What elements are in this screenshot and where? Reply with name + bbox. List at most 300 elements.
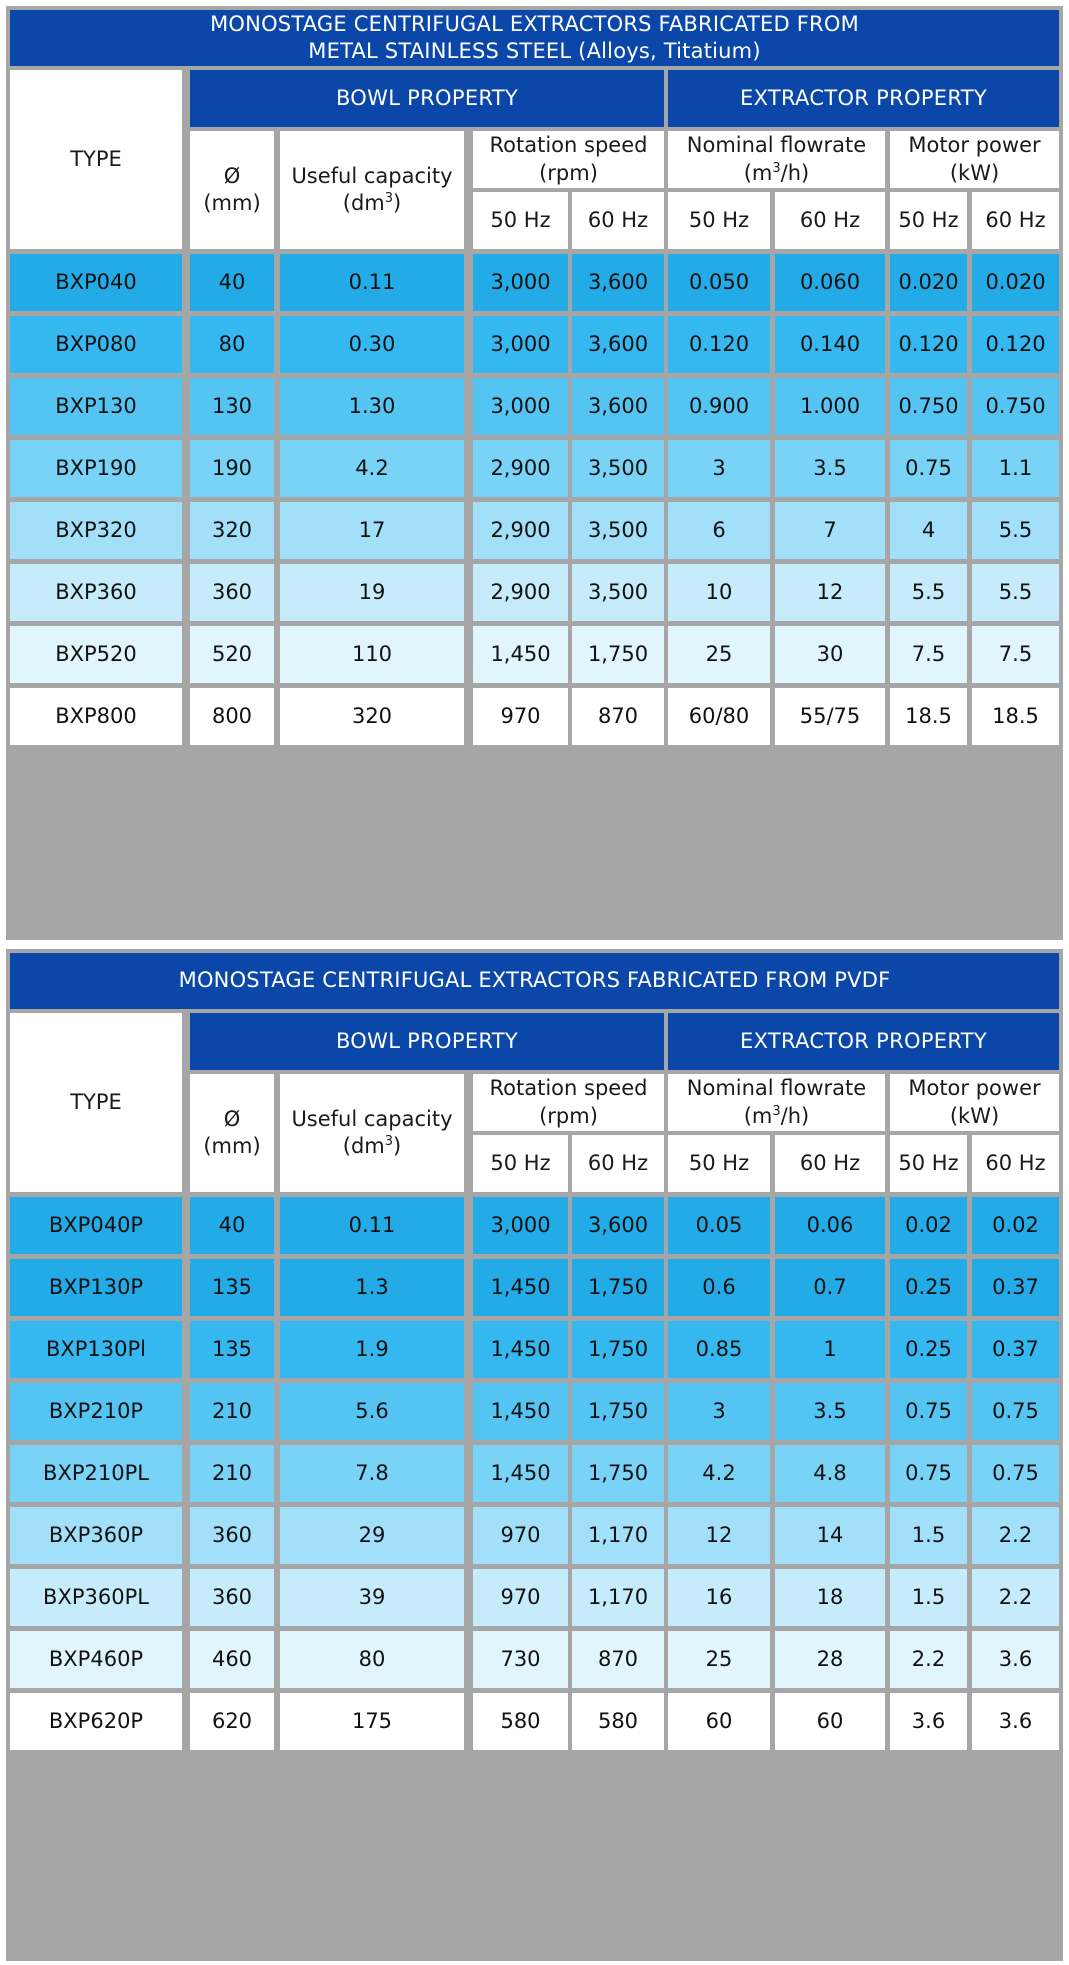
table-cell-useful-capacity — [280, 1507, 464, 1564]
cell-value: BXP620P — [48, 1708, 144, 1733]
table-cell-diameter — [190, 1693, 274, 1750]
table-title — [10, 10, 1059, 66]
extractor-property-label: EXTRACTOR PROPERTY — [740, 1028, 987, 1053]
useful-capacity-unit — [343, 190, 401, 217]
cell-value: BXP130P — [48, 1274, 144, 1299]
cell-value: 3,000 — [490, 331, 551, 356]
cell-value: 0.37 — [992, 1336, 1039, 1361]
table-cell-rotation-60hz — [572, 1507, 664, 1564]
cell-value: 3,600 — [587, 331, 649, 356]
table-cell-flowrate-50hz — [668, 502, 770, 559]
cell-value: 18.5 — [905, 703, 952, 728]
table-cell-motor-50hz — [890, 1693, 967, 1750]
cell-value: 2,900 — [490, 517, 551, 542]
table-cell-motor-50hz — [890, 440, 967, 497]
nominal-flowrate-header — [668, 131, 885, 188]
useful-capacity-unit-prefix: (dm — [342, 191, 385, 215]
cell-value: 1,450 — [490, 1460, 551, 1485]
table-cell-motor-60hz — [972, 1445, 1059, 1502]
cell-value: 7.8 — [355, 1460, 389, 1485]
cell-value: BXP040 — [55, 269, 137, 294]
table-cell-useful-capacity — [280, 316, 464, 373]
table-cell-rotation-50hz — [473, 626, 568, 683]
cell-value: 1,170 — [587, 1584, 649, 1609]
cell-value: 60 — [705, 1708, 733, 1733]
rotation-50hz-header — [473, 1135, 568, 1192]
table-cell-rotation-60hz — [572, 1383, 664, 1440]
table-cell-diameter — [190, 1445, 274, 1502]
table-cell-type — [10, 502, 182, 559]
cell-value: BXP080 — [55, 331, 137, 356]
cell-value: 1.5 — [911, 1522, 946, 1547]
cell-value: 0.050 — [688, 269, 750, 294]
cell-value: 870 — [597, 703, 639, 728]
table-cell-flowrate-50hz — [668, 564, 770, 621]
cell-value: 3,600 — [587, 269, 649, 294]
frequency-label: 60 Hz — [985, 1150, 1046, 1175]
table-cell-rotation-60hz — [572, 1631, 664, 1688]
cell-value: 12 — [705, 1522, 733, 1547]
table-cell-useful-capacity — [280, 440, 464, 497]
cell-value: 175 — [351, 1708, 393, 1733]
cell-value: 80 — [218, 331, 246, 356]
cell-value: 1,450 — [490, 641, 551, 666]
table-cell-diameter — [190, 688, 274, 745]
frequency-label: 60 Hz — [799, 207, 861, 232]
cell-value: 2,900 — [490, 579, 551, 604]
table-cell-diameter — [190, 440, 274, 497]
table-cell-rotation-60hz — [572, 1693, 664, 1750]
rotation-50hz-header — [473, 192, 568, 249]
table-cell-type — [10, 1383, 182, 1440]
cell-value: 2.2 — [998, 1584, 1033, 1609]
cell-value: 4 — [921, 517, 936, 542]
table-cell-useful-capacity — [280, 1383, 464, 1440]
table-cell-motor-50hz — [890, 1321, 967, 1378]
table-cell-rotation-50hz — [473, 1259, 568, 1316]
table-cell-motor-50hz — [890, 1569, 967, 1626]
table-cell-type — [10, 1259, 182, 1316]
cell-value: 1.1 — [998, 455, 1033, 480]
table-cell-motor-50hz — [890, 378, 967, 435]
cell-value: 0.750 — [985, 393, 1046, 418]
table-cell-flowrate-60hz — [775, 564, 885, 621]
table-cell-type — [10, 378, 182, 435]
cell-value: 360 — [211, 579, 253, 604]
table-cell-motor-50hz — [890, 1197, 967, 1254]
cell-value: 970 — [500, 1522, 541, 1547]
cell-value: 1,170 — [587, 1522, 649, 1547]
table-title — [10, 953, 1059, 1009]
cell-value: 6 — [712, 517, 726, 542]
table-cell-flowrate-50hz — [668, 1259, 770, 1316]
table-cell-flowrate-50hz — [668, 254, 770, 311]
rotation-speed-label: Rotation speed — [489, 1076, 648, 1101]
cell-value: 5.6 — [355, 1398, 389, 1423]
table-cell-motor-50hz — [890, 1259, 967, 1316]
cell-value: 55/75 — [799, 703, 861, 728]
cell-value: 3.6 — [998, 1646, 1033, 1671]
table-cell-diameter — [190, 502, 274, 559]
cell-value: 0.120 — [985, 331, 1046, 356]
cell-value: 0.02 — [905, 1212, 952, 1237]
table-cell-flowrate-60hz — [775, 688, 885, 745]
cell-value: 3.6 — [998, 1708, 1033, 1733]
table-cell-rotation-60hz — [572, 1569, 664, 1626]
cell-value: 0.75 — [992, 1460, 1039, 1485]
cell-value: 1.5 — [911, 1584, 946, 1609]
cell-value: 190 — [211, 455, 253, 480]
cell-value: 2.2 — [998, 1522, 1033, 1547]
table-cell-diameter — [190, 1507, 274, 1564]
table-cell-useful-capacity — [280, 1259, 464, 1316]
cell-value: 1,450 — [490, 1398, 551, 1423]
table-cell-motor-60hz — [972, 502, 1059, 559]
table-cell-flowrate-60hz — [775, 1507, 885, 1564]
cell-value: 0.75 — [905, 1460, 952, 1485]
cell-value: 620 — [211, 1708, 253, 1733]
useful-capacity-label: Useful capacity — [291, 163, 453, 188]
table-cell-flowrate-50hz — [668, 1507, 770, 1564]
cell-value: 3,600 — [587, 1212, 649, 1237]
table-cell-diameter — [190, 316, 274, 373]
table-cell-motor-50hz — [890, 626, 967, 683]
type-header-label: TYPE — [70, 146, 122, 171]
table-cell-flowrate-50hz — [668, 440, 770, 497]
cell-value: BXP360 — [55, 579, 137, 604]
table-title-line: MONOSTAGE CENTRIFUGAL EXTRACTORS FABRICATED FROM — [210, 11, 859, 36]
table-cell-motor-60hz — [972, 378, 1059, 435]
table-cell-useful-capacity — [280, 1445, 464, 1502]
extractor-property-label: EXTRACTOR PROPERTY — [740, 85, 987, 110]
table-cell-flowrate-50hz — [668, 1631, 770, 1688]
cell-value: 17 — [358, 517, 386, 542]
nominal-flowrate-unit — [744, 1103, 810, 1130]
cell-value: BXP460P — [48, 1646, 144, 1671]
cell-value: 1,750 — [587, 1274, 649, 1299]
useful-capacity-unit-prefix: (dm — [342, 1134, 385, 1158]
cell-value: 40 — [218, 1212, 246, 1237]
diameter-symbol: Ø — [223, 1106, 241, 1131]
table-cell-rotation-60hz — [572, 564, 664, 621]
table-cell-flowrate-50hz — [668, 1197, 770, 1254]
bowl-property-header — [190, 70, 664, 127]
cell-value: 3,500 — [587, 579, 649, 604]
table-title-line: METAL STAINLESS STEEL (Alloys, Titatium) — [308, 39, 761, 63]
cell-value: 2,900 — [490, 455, 551, 480]
table-cell-motor-60hz — [972, 1197, 1059, 1254]
cell-value: 40 — [218, 269, 246, 294]
frequency-label: 50 Hz — [898, 1150, 959, 1175]
table-cell-type — [10, 316, 182, 373]
table-cell-diameter — [190, 1631, 274, 1688]
cell-value: 0.30 — [348, 331, 396, 356]
table-cell-diameter — [190, 1569, 274, 1626]
motor-power-label: Motor power — [908, 133, 1041, 158]
cell-value: 1.3 — [355, 1274, 389, 1299]
diameter-symbol: Ø — [223, 163, 241, 188]
table-cell-flowrate-60hz — [775, 1197, 885, 1254]
rotation-60hz-header — [572, 192, 664, 249]
table-cell-flowrate-60hz — [775, 1569, 885, 1626]
table-cell-useful-capacity — [280, 1693, 464, 1750]
flowrate-60hz-header — [775, 192, 885, 249]
cell-value: 0.25 — [905, 1274, 952, 1299]
cell-value: 0.020 — [985, 269, 1046, 294]
table-cell-rotation-50hz — [473, 1631, 568, 1688]
cell-value: 7 — [823, 517, 837, 542]
cell-value: 210 — [211, 1398, 253, 1423]
table-cell-motor-60hz — [972, 1569, 1059, 1626]
table-cell-flowrate-60hz — [775, 1445, 885, 1502]
table-cell-flowrate-50hz — [668, 1693, 770, 1750]
table-cell-motor-50hz — [890, 502, 967, 559]
cell-value: 460 — [211, 1646, 253, 1671]
table-cell-useful-capacity — [280, 502, 464, 559]
frequency-label: 50 Hz — [688, 1150, 750, 1175]
cell-value: 0.900 — [688, 393, 750, 418]
table-cell-type — [10, 254, 182, 311]
cell-value: 3.5 — [813, 1398, 847, 1423]
cell-value: 0.25 — [905, 1336, 952, 1361]
pvdf-extractors-table — [6, 949, 1063, 1961]
cell-value: 0.37 — [992, 1274, 1039, 1299]
nominal-flowrate-unit — [744, 160, 810, 187]
cell-value: 0.6 — [702, 1274, 736, 1299]
cell-value: 135 — [211, 1274, 253, 1299]
cell-value: 730 — [500, 1646, 541, 1671]
flowrate-60hz-header — [775, 1135, 885, 1192]
cell-value: 210 — [211, 1460, 253, 1485]
cell-value: 0.75 — [905, 1398, 952, 1423]
table-cell-useful-capacity — [280, 254, 464, 311]
bowl-property-header — [190, 1013, 664, 1070]
cell-value: 60 — [816, 1708, 844, 1733]
frequency-label: 60 Hz — [587, 1150, 649, 1175]
table-cell-useful-capacity — [280, 1197, 464, 1254]
table-cell-rotation-60hz — [572, 688, 664, 745]
table-cell-useful-capacity — [280, 688, 464, 745]
cell-value: 1,750 — [587, 1460, 649, 1485]
table-cell-motor-60hz — [972, 688, 1059, 745]
cell-value: 39 — [358, 1584, 386, 1609]
cell-value: 3,500 — [587, 455, 649, 480]
table-cell-rotation-50hz — [473, 1507, 568, 1564]
rotation-speed-header — [473, 1074, 664, 1131]
table-cell-motor-60hz — [972, 316, 1059, 373]
table-cell-diameter — [190, 254, 274, 311]
cell-value: 0.140 — [799, 331, 861, 356]
cell-value: 2.2 — [911, 1646, 946, 1671]
table-cell-flowrate-50hz — [668, 688, 770, 745]
bowl-property-label: BOWL PROPERTY — [335, 85, 519, 110]
table-cell-motor-60hz — [972, 440, 1059, 497]
frequency-label: 60 Hz — [799, 1150, 861, 1175]
motor-power-header — [890, 1074, 1059, 1131]
frequency-label: 50 Hz — [490, 1150, 551, 1175]
table-cell-flowrate-60hz — [775, 378, 885, 435]
rotation-60hz-header — [572, 1135, 664, 1192]
cell-value: BXP040P — [48, 1212, 144, 1237]
frequency-label: 50 Hz — [490, 207, 551, 232]
table-cell-rotation-60hz — [572, 1445, 664, 1502]
cell-value: 970 — [500, 1584, 541, 1609]
cell-value: 1,450 — [490, 1274, 551, 1299]
extractor-property-header — [668, 70, 1059, 127]
table-cell-flowrate-60hz — [775, 316, 885, 373]
nominal-flowrate-unit-superscript: 3 — [772, 160, 781, 176]
cell-value: 0.06 — [806, 1212, 854, 1237]
type-header-label: TYPE — [70, 1089, 122, 1114]
table-cell-flowrate-50hz — [668, 378, 770, 435]
table-cell-flowrate-60hz — [775, 502, 885, 559]
table-cell-type — [10, 440, 182, 497]
cell-value: BXP130 — [55, 393, 137, 418]
diameter-unit: (mm) — [203, 191, 261, 215]
cell-value: 60/80 — [688, 703, 750, 728]
motor-50hz-header — [890, 1135, 967, 1192]
cell-value: 4.8 — [813, 1460, 847, 1485]
table-cell-motor-50hz — [890, 1383, 967, 1440]
cell-value: 0.02 — [992, 1212, 1039, 1237]
table-cell-rotation-60hz — [572, 1321, 664, 1378]
cell-value: 0.750 — [898, 393, 959, 418]
table-cell-motor-60hz — [972, 254, 1059, 311]
table-cell-useful-capacity — [280, 626, 464, 683]
cell-value: 18 — [816, 1584, 844, 1609]
table-cell-type — [10, 1631, 182, 1688]
table-cell-useful-capacity — [280, 1321, 464, 1378]
motor-power-unit: (kW) — [949, 160, 1000, 185]
table-cell-rotation-60hz — [572, 378, 664, 435]
cell-value: BXP800 — [55, 703, 137, 728]
cell-value: 970 — [500, 703, 541, 728]
table-cell-rotation-60hz — [572, 502, 664, 559]
useful-capacity-header — [280, 131, 464, 249]
table-cell-diameter — [190, 1197, 274, 1254]
table-cell-rotation-50hz — [473, 440, 568, 497]
table-cell-motor-60hz — [972, 1693, 1059, 1750]
cell-value: 0.05 — [695, 1212, 743, 1237]
cell-value: BXP360PL — [43, 1584, 149, 1609]
frequency-label: 50 Hz — [898, 207, 959, 232]
cell-value: 3,000 — [490, 269, 551, 294]
table-cell-motor-60hz — [972, 1259, 1059, 1316]
cell-value: 0.85 — [695, 1336, 743, 1361]
cell-value: 130 — [211, 393, 253, 418]
cell-value: 135 — [211, 1336, 253, 1361]
table-cell-diameter — [190, 1259, 274, 1316]
cell-value: 3,500 — [587, 517, 649, 542]
cell-value: 5.5 — [911, 579, 946, 604]
cell-value: 520 — [211, 641, 253, 666]
table-cell-flowrate-60hz — [775, 1383, 885, 1440]
motor-power-label: Motor power — [908, 1076, 1041, 1101]
table-cell-flowrate-60hz — [775, 1693, 885, 1750]
cell-value: 0.120 — [688, 331, 750, 356]
rotation-speed-header — [473, 131, 664, 188]
motor-50hz-header — [890, 192, 967, 249]
frequency-label: 60 Hz — [985, 207, 1046, 232]
table-cell-type — [10, 1321, 182, 1378]
cell-value: 3,600 — [587, 393, 649, 418]
table-cell-flowrate-60hz — [775, 254, 885, 311]
table-cell-flowrate-60hz — [775, 626, 885, 683]
table-cell-motor-50hz — [890, 316, 967, 373]
cell-value: 12 — [816, 579, 844, 604]
motor-power-unit: (kW) — [949, 1103, 1000, 1128]
flowrate-50hz-header — [668, 1135, 770, 1192]
cell-value: 1,750 — [587, 1398, 649, 1423]
rotation-speed-unit: (rpm) — [539, 1103, 598, 1128]
table-cell-type — [10, 1197, 182, 1254]
table-cell-motor-60hz — [972, 1631, 1059, 1688]
motor-60hz-header — [972, 192, 1059, 249]
table-cell-useful-capacity — [280, 1631, 464, 1688]
cell-value: 320 — [211, 517, 253, 542]
nominal-flowrate-label: Nominal flowrate — [686, 133, 867, 158]
rotation-speed-unit: (rpm) — [539, 160, 598, 185]
nominal-flowrate-label: Nominal flowrate — [686, 1076, 867, 1101]
frequency-label: 50 Hz — [688, 207, 750, 232]
table-cell-rotation-60hz — [572, 316, 664, 373]
cell-value: 580 — [500, 1708, 541, 1733]
table-cell-useful-capacity — [280, 564, 464, 621]
bowl-property-label: BOWL PROPERTY — [335, 1028, 519, 1053]
useful-capacity-unit-suffix: ) — [393, 1134, 402, 1158]
cell-value: 1,750 — [587, 641, 649, 666]
cell-value: 25 — [705, 1646, 733, 1671]
motor-power-header — [890, 131, 1059, 188]
table-cell-motor-60hz — [972, 1507, 1059, 1564]
table-cell-rotation-60hz — [572, 1197, 664, 1254]
diameter-header — [190, 131, 274, 249]
table-cell-flowrate-50hz — [668, 1569, 770, 1626]
table-cell-rotation-50hz — [473, 1445, 568, 1502]
cell-value: 3 — [712, 455, 726, 480]
table-cell-motor-50hz — [890, 1631, 967, 1688]
table-cell-rotation-60hz — [572, 1259, 664, 1316]
table-cell-diameter — [190, 378, 274, 435]
cell-value: 110 — [351, 641, 393, 666]
table-cell-flowrate-60hz — [775, 440, 885, 497]
table-cell-motor-60hz — [972, 626, 1059, 683]
cell-value: 1 — [823, 1336, 837, 1361]
table-cell-diameter — [190, 1383, 274, 1440]
nominal-flowrate-unit-prefix: (m — [743, 1103, 773, 1128]
cell-value: 7.5 — [911, 641, 946, 666]
useful-capacity-unit-superscript: 3 — [384, 1134, 394, 1149]
table-cell-rotation-50hz — [473, 378, 568, 435]
table-cell-flowrate-50hz — [668, 1445, 770, 1502]
table-cell-type — [10, 688, 182, 745]
table-cell-motor-50hz — [890, 564, 967, 621]
useful-capacity-unit — [343, 1133, 401, 1160]
cell-value: 25 — [705, 641, 733, 666]
cell-value: 28 — [816, 1646, 844, 1671]
cell-value: 1.9 — [355, 1336, 389, 1361]
table-cell-motor-60hz — [972, 1383, 1059, 1440]
table-cell-rotation-50hz — [473, 1197, 568, 1254]
cell-value: 3,000 — [490, 1212, 551, 1237]
cell-value: 80 — [358, 1646, 386, 1671]
rotation-speed-label: Rotation speed — [489, 133, 648, 158]
cell-value: BXP210PL — [43, 1460, 149, 1485]
cell-value: BXP520 — [55, 641, 137, 666]
table-cell-rotation-50hz — [473, 1383, 568, 1440]
table-cell-rotation-60hz — [572, 254, 664, 311]
cell-value: 1,450 — [490, 1336, 551, 1361]
